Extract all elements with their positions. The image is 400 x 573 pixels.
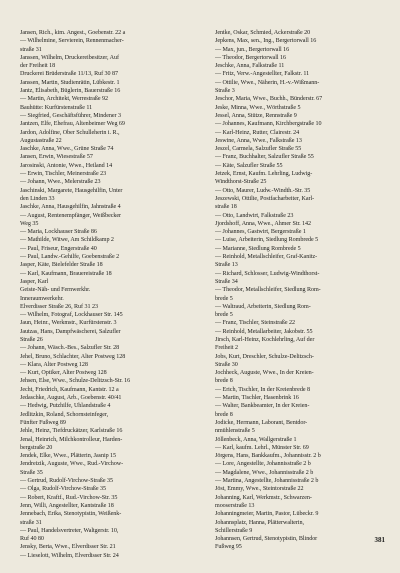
directory-entry-line: Straße 26	[20, 336, 43, 343]
directory-entry-line: — Richard, Schlosser, Ludwig-Windthorst-	[215, 270, 320, 277]
directory-entry-line: Jeschor, Maria, Wwe., Buchh., Bünderstr. 67	[215, 96, 323, 103]
directory-entry-line: Jecht, Friedrich, Kaufmann, Kantstr. 12 a	[20, 386, 119, 393]
directory-entry-line: Jobs, Kurt, Dreschler, Schulze-Delitzsch-	[215, 353, 314, 360]
directory-entry-line: den Linden 33	[20, 195, 55, 202]
directory-entry-line: Druckerei Brüderstraße 11/13, Ruf 30 87	[20, 71, 119, 78]
directory-entry-line: — Mathilde, Witwe, Am Schildkamp 2	[20, 237, 114, 244]
directory-entry-line: Jansen, Erwin, Wiesestraße 57	[20, 154, 93, 161]
directory-entry-line: — Maria, Lockhauser Straße 86	[20, 229, 97, 236]
directory-entry-line: — Paul, Friseur, Engerstraße 40	[20, 245, 97, 252]
directory-entry-line: — Käte, Salzufler Straße 55	[215, 162, 283, 169]
directory-entry-line: Augustastraße 22	[20, 137, 62, 144]
directory-entry-line: Johannsen, Gertrud, Stenotypistin, Blindor	[215, 536, 318, 543]
directory-entry-line: Straße 34	[215, 278, 238, 285]
directory-entry-line: mooserstraße 13	[215, 502, 255, 509]
directory-entry-line: Jendreizik, Auguste, Wwe., Rud.-Virchow-	[20, 461, 124, 468]
directory-entry-line: — Magdalene, Wwe., Johannisstraße 2 b	[215, 469, 314, 476]
directory-entry-line: — Johannes, Gastwirt, Bergerstraße 1	[215, 229, 306, 236]
directory-entry-line: Jeske, Minna, Wwe., Wörthstraße 5	[215, 104, 301, 111]
directory-entry-line: — Martin, Tischler, Hasenbrink 16	[215, 395, 299, 402]
directory-entry-line: straße 31	[20, 46, 42, 53]
directory-entry-line: bergstraße 20	[20, 444, 53, 451]
directory-entry-line: Jetzek, Ernst, Kaufm. Lehrling, Ludwig-	[215, 171, 313, 178]
directory-entry-line: — Reinhold, Metallschleifer, Graf-Kanitz-	[215, 254, 318, 261]
directory-entry-line: brede 8	[215, 411, 233, 418]
directory-entry-line: Jörgens, Hans, Bankkaufm., Johannisstr. 2 b	[215, 453, 321, 460]
directory-entry-line: — Walter, Bankbeamter, In der Kreien-	[215, 403, 310, 410]
directory-entry-line: Johannsplatz, Hanna, Plätterwalterin,	[215, 519, 305, 526]
directory-entry-line: — Lieselott, Wilhelm, Elverdisser Str. 24	[20, 552, 119, 559]
directory-entry-line: Jendek, Elke, Wwe., Plätterin, Jasnip 15	[20, 453, 117, 460]
directory-entry-line: — Paul, Landw.-Gehilfe, Goebenstraße 2	[20, 254, 120, 261]
directory-entry-line: — Max, jun., Bergertorwall 16	[215, 46, 290, 53]
directory-entry-line: — Gertrud, Rudolf-Virchow-Straße 35	[20, 478, 113, 485]
directory-entry-line: Jautzas, Hans, Dampfwäscherei, Salzufler	[20, 328, 121, 335]
directory-entry-line: Jehsen, Else, Wwe., Schulze-Delitzsch-Str. 16	[20, 378, 131, 385]
directory-entry-line: — Martin, Architekt, Werrestraße 92	[20, 96, 109, 103]
directory-entry-line: Jenal, Heinrich, Milchkontrolleur, Harden-	[20, 436, 123, 443]
directory-entry-line: — Ottilie, Wwe., Näherin, H.-v.-Wißmann-	[215, 79, 320, 86]
directory-entry-line: — Theodor, Bergertorwall 16	[215, 54, 286, 61]
directory-entry-line: Straße 35	[20, 469, 43, 476]
directory-entry-line: Jjordshoff, Anna, Wwe., Ahmer Str. 142	[215, 220, 312, 227]
right-column	[215, 29, 393, 552]
directory-entry-line: — Paul, Handelsvertreter, Waltgerstr. 10,	[20, 527, 119, 534]
directory-entry-line: Jantzen, Elfe, Ehefrau, Altenbeimer Weg 69	[20, 121, 125, 128]
directory-entry-line: Jeszel, Carmela, Salzufler Straße 55	[215, 146, 302, 153]
directory-entry-line: Jöllenbeck, Anna, Wallgerstraße 1	[215, 436, 297, 443]
directory-entry-line: Jasper, Karl	[20, 278, 49, 285]
directory-entry-line: — Klara, Alter Postweg 128	[20, 361, 88, 368]
directory-entry-line: Jeswine, Anna, Wwe., Falkstraße 13	[215, 137, 302, 144]
directory-entry-line: — Hedwig, Putzhilfe, Uhlandstraße 4	[20, 403, 111, 410]
directory-entry-line: — Karl-Heinz, Rutter, Clairestr. 24	[215, 129, 300, 136]
directory-entry-line: Jöst, Emmy, Wwe., Steintorstraße 22	[215, 486, 304, 493]
directory-entry-line: Jedaschke, August, Arb., Goebenstr. 40/41	[20, 395, 122, 402]
directory-entry-line: Jarosinski, Antonie, Wwe., Heiland 14	[20, 162, 113, 169]
directory-entry-line: Straße 13	[215, 262, 238, 269]
directory-entry-line: — Karl, Kaufmann, Brauereistraße 18	[20, 270, 112, 277]
directory-entry-line: Jaschke, Anna, Wwe., Grüne Straße 74	[20, 146, 114, 153]
directory-entry-line: — Erich, Tischler, In der Kreienbrede 8	[215, 386, 310, 393]
directory-entry-line: Jenn, Willi, Angestellter, Kantstraße 18	[20, 502, 114, 509]
directory-entry-line: Jessel, Anna, Stütze, Rennstraße 9	[215, 112, 297, 119]
directory-entry-line: Jirsch, Karl-Heinz, Kochlehrling, Auf der	[215, 336, 315, 343]
directory-entry-line: — Theodor, Metallschleifer, Siedlung Rom-	[215, 287, 321, 294]
directory-entry-line: Schillerstraße 9	[215, 527, 253, 534]
directory-entry-line: Jaschke, Anna, Hausgehilfin, Jahnstraße 4	[20, 204, 121, 211]
directory-entry-line: Jennebach, Erika, Stenotypistin, Weißenk-	[20, 511, 122, 518]
directory-entry-line: — Martina, Angestellte, Johannisstraße 2 b	[215, 478, 319, 485]
directory-entry-line: Jodicke, Hermann, Laborant, Bentdor-	[215, 419, 308, 426]
left-column	[20, 29, 201, 560]
directory-entry-line: Inneraumwerkehr.	[20, 295, 64, 302]
directory-entry-line: — Wilhelmine, Servierein, Rennenmacher-	[20, 38, 124, 45]
directory-entry-line: Fußweg 95	[215, 544, 242, 551]
directory-entry-line: Weg 35	[20, 220, 39, 227]
directory-entry-line: Jardon, Adolfine, Ober Schulleherin i. R.,	[20, 129, 120, 136]
directory-entry-line: Freiheit 2	[215, 345, 239, 352]
directory-entry-line: Jedlitzkin, Roland, Schornsteinfeger,	[20, 411, 109, 418]
directory-entry-line: brede 5	[215, 295, 233, 302]
directory-entry-line: brede 8	[215, 378, 233, 385]
directory-entry-line: — Otto, Maurer, Ludw.-Windth.-Str. 35	[215, 187, 311, 194]
directory-entry-line: Jaschinski, Margarete, Hausgehilfin, Unter	[20, 187, 123, 194]
directory-entry-line: — Lore, Angestellte, Johannisstraße 2 b	[215, 461, 311, 468]
page-number: 381	[374, 536, 385, 544]
directory-entry-line: Johanningmeier, Martin, Pastor, Lübeckr. 9	[215, 511, 319, 518]
directory-entry-line: straße 31	[20, 519, 42, 526]
directory-entry-line: — Robert, Kraftf., Rud.-Virchow-Str. 35	[20, 494, 118, 501]
directory-entry-line: — Karl, kaufm. Lehrl., Münster Str. 69	[215, 444, 309, 451]
directory-entry-line: — Reinhold, Metallarbeiter, Jakobstr. 55	[215, 328, 313, 335]
directory-entry-line: Jehel, Bruno, Schlachter, Alter Postweg 128	[20, 353, 126, 360]
directory-entry-line: — Johann, Wwe., Melerstraße 23	[20, 179, 101, 186]
directory-entry-line: Johanning, Karl, Werkmstr., Schwarzen-	[215, 494, 312, 501]
directory-entry-line: — Johann, Wäsch.-Bes., Salzufler Str. 28	[20, 345, 120, 352]
directory-entry-line: Jehle, Heinz, Tiefdruckätzer, Karlstraße 16	[20, 428, 123, 435]
directory-entry-line: Jansen, Rich., kim. Angest., Goebenstr. 22 a	[20, 30, 126, 36]
directory-entry-line: Straße 3	[215, 88, 235, 95]
directory-entry-line: nmühlenstraße 5	[215, 428, 255, 435]
directory-entry-line: — Waltraud, Arbeiterin, Siedlung Rom-	[215, 303, 311, 310]
directory-entry-line: — Johannes, Kaufmann, Kirchbergstraße 10	[215, 121, 322, 128]
directory-entry-line: — Franz, Tischler, Steinstraße 22	[215, 320, 296, 327]
directory-entry-line: Jasper, Käte, Bielefelder Straße 18	[20, 262, 103, 269]
directory-entry-line: der Freiheit 18	[20, 63, 56, 70]
directory-entry-line: — Siegfried, Geschäftsführer, Mindener 3	[20, 112, 121, 119]
directory-entry-line: Jeszewski, Ottilie, Postfacharbeiter, Karl-	[215, 195, 315, 202]
directory-entry-line: — August, Rentenempfänger, Weißbecker	[20, 212, 122, 219]
directory-entry-line: Straße 30	[215, 361, 238, 368]
directory-entry-line: — Luise, Arbeiterin, Siedlung Rombrede 5	[215, 237, 319, 244]
directory-entry-line: brede 5	[215, 312, 233, 319]
directory-entry-line: Jochheck, Auguste, Wwe., In der Kreien-	[215, 370, 314, 377]
directory-entry-line: — Otto, Landwirt, Falkstraße 23	[215, 212, 294, 219]
directory-entry-line: — Erwin, Tischler, Meinerstraße 23	[20, 171, 107, 178]
directory-entry-line: — Fritz, Verw.-Angestellter, Falkstr. 11	[215, 71, 310, 78]
directory-entry-line: Jantz, Elisabeth, Büglerin, Bauerstraße 16	[20, 88, 121, 95]
directory-entry-line: Elverdisser Straße 26, Ruf 31 23	[20, 303, 98, 310]
directory-entry-line: Bauhütte: Kurfürstenstraße 11	[20, 104, 93, 111]
directory-entry-line: — Kurt, Optiker, Alter Postweg 128	[20, 370, 107, 377]
directory-entry-line: Jepkens, Max, sen., Ing., Bergertorwall 16	[215, 38, 317, 45]
directory-entry-line: Geiste-Näh- und Fernwerkhr.	[20, 287, 91, 294]
directory-entry-line: Ruf 40 80	[20, 536, 44, 543]
directory-entry-line: Jeschke, Anna, Falkstraße 11	[215, 63, 285, 70]
directory-entry-line: — Marianne, Siedlung Rombrede 5	[215, 245, 301, 252]
directory-entry-line: — Wilhelm, Fotograf, Lockhauser Str. 145	[20, 312, 123, 319]
directory-entry-line: Jentke, Oskar, Schmied, Ackerstraße 20	[215, 30, 311, 36]
directory-entry-line: — Olga, Rudolf-Virchow-Straße 35	[20, 486, 107, 493]
directory-entry-line: Windthorst-Straße 25	[215, 179, 267, 186]
directory-entry-line: Jaun, Heinr., Werkmstr., Kurfürstenstr. 3	[20, 320, 117, 327]
directory-entry-line: — Franz, Buchhalter, Salzufler Straße 55	[215, 154, 314, 161]
directory-entry-line: straße 18	[215, 204, 237, 211]
directory-entry-line: Janssen, Wilhelm, Druckereibesitzer, Auf	[20, 54, 119, 61]
directory-entry-line: Janssen, Martin, Studienrätin, Lübkestr. 1	[20, 79, 120, 86]
directory-entry-line: Jensky, Berta, Wwe., Elverdisser Str. 21	[20, 544, 116, 551]
directory-entry-line: Fünfter Fußweg 89	[20, 419, 66, 426]
